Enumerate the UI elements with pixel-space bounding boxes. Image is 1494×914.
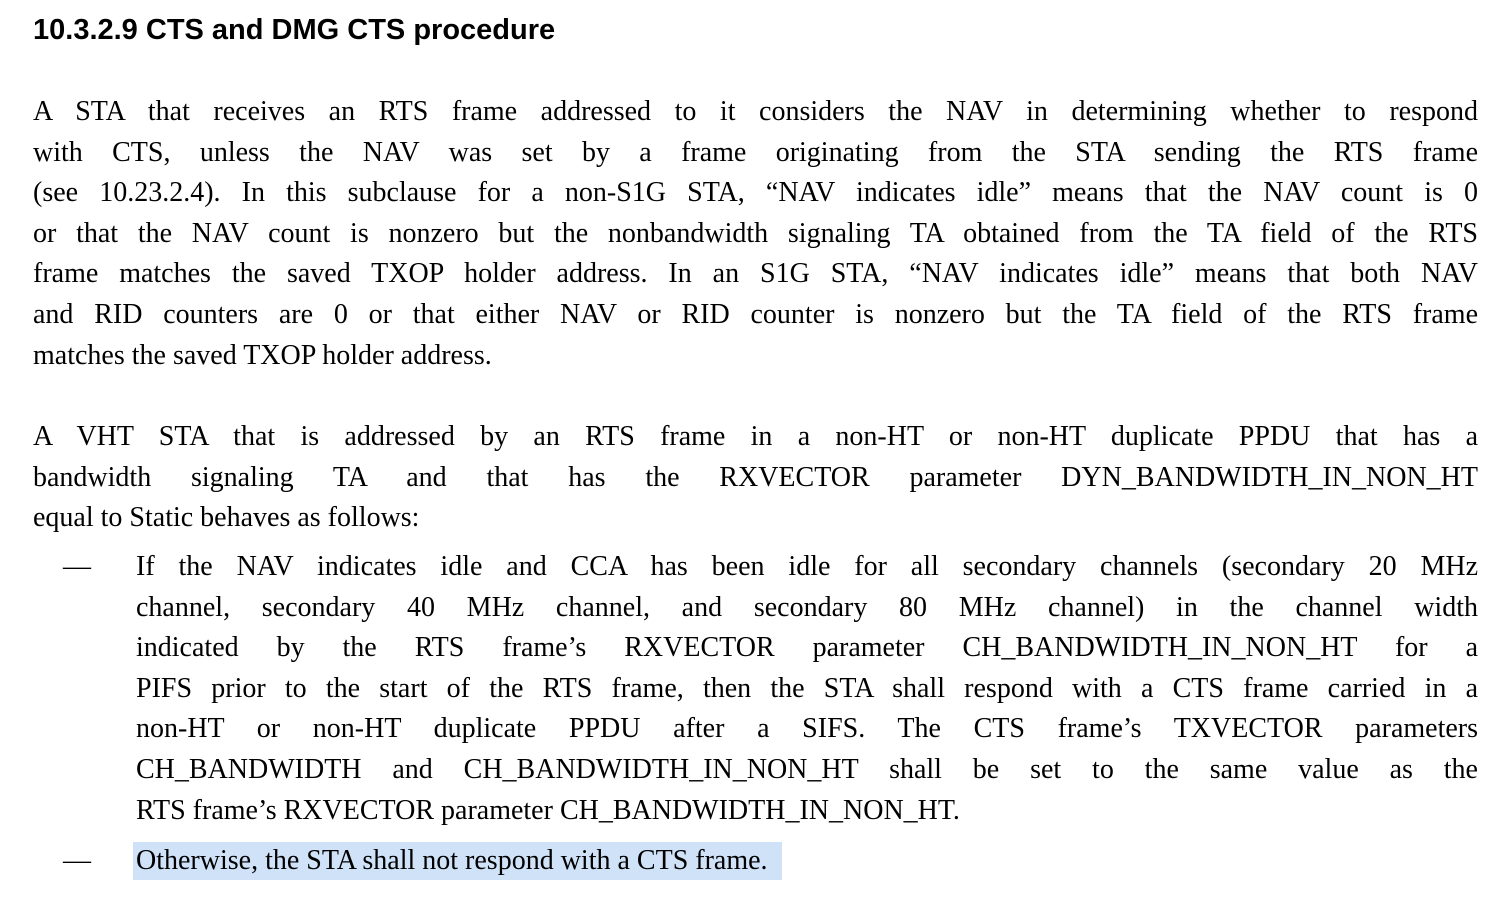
text-line: A STA that receives an RTS frame addressed to it considers the NAV in determining whether to respond bbox=[33, 96, 1478, 127]
text-line: (see 10.23.2.4). In this subclause for a non-S1G STA, “NAV indicates idle” means that the NAV count is 0 bbox=[33, 177, 1478, 209]
text-line: non-HT or non-HT duplicate PPDU after a SIFS. The CTS frame’s TXVECTOR parameters bbox=[136, 713, 1478, 745]
text-line: CH_BANDWIDTH and CH_BANDWIDTH_IN_NON_HT shall be set to the same value as the bbox=[136, 753, 1478, 785]
paragraph bbox=[33, 417, 1478, 539]
bullet-list bbox=[33, 547, 1478, 882]
text-line: and RID counters are 0 or that either NAV or RID counter is nonzero but the TA field of the RTS frame bbox=[33, 298, 1478, 330]
text-line: RTS frame’s RXVECTOR parameter CH_BANDWIDTH_IN_NON_HT. bbox=[136, 794, 960, 826]
text-line: bandwidth signaling TA and that has the RXVECTOR parameter DYN_BANDWIDTH_IN_NON_HT bbox=[33, 461, 1478, 493]
list-item bbox=[33, 841, 1478, 882]
text-line: A VHT STA that is addressed by an RTS frame in a non-HT or non-HT duplicate PPDU that has a bbox=[33, 421, 1478, 453]
text-line: indicated by the RTS frame’s RXVECTOR parameter CH_BANDWIDTH_IN_NON_HT for a bbox=[136, 632, 1478, 664]
highlighted-text: Otherwise, the STA shall not respond with a CTS frame. bbox=[133, 842, 782, 880]
text-line: If the NAV indicates idle and CCA has been idle for all secondary channels (secondary 20 MHz bbox=[136, 550, 1478, 582]
text-line: or that the NAV count is nonzero but the nonbandwidth signaling TA obtained from the TA field of the RTS bbox=[33, 217, 1478, 249]
text-line: PIFS prior to the start of the RTS frame, then the STA shall respond with a CTS frame carried in a bbox=[136, 672, 1478, 704]
em-dash-bullet-icon: — bbox=[63, 845, 91, 877]
section-heading: 10.3.2.9 CTS and DMG CTS procedure bbox=[33, 14, 556, 46]
text-line: with CTS, unless the NAV was set by a frame originating from the STA sending the RTS frame bbox=[33, 136, 1478, 168]
text-line: frame matches the saved TXOP holder address. In an S1G STA, “NAV indicates idle” means that both NAV bbox=[33, 258, 1478, 290]
text-line bbox=[136, 841, 1478, 882]
text-line: channel, secondary 40 MHz channel, and secondary 80 MHz channel) in the channel width bbox=[136, 591, 1478, 623]
text-line: matches the saved TXOP holder address. bbox=[33, 339, 492, 371]
paragraph bbox=[33, 92, 1478, 376]
em-dash-bullet-icon: — bbox=[63, 550, 91, 582]
text-line: equal to Static behaves as follows: bbox=[33, 502, 420, 534]
list-item bbox=[33, 547, 1478, 831]
